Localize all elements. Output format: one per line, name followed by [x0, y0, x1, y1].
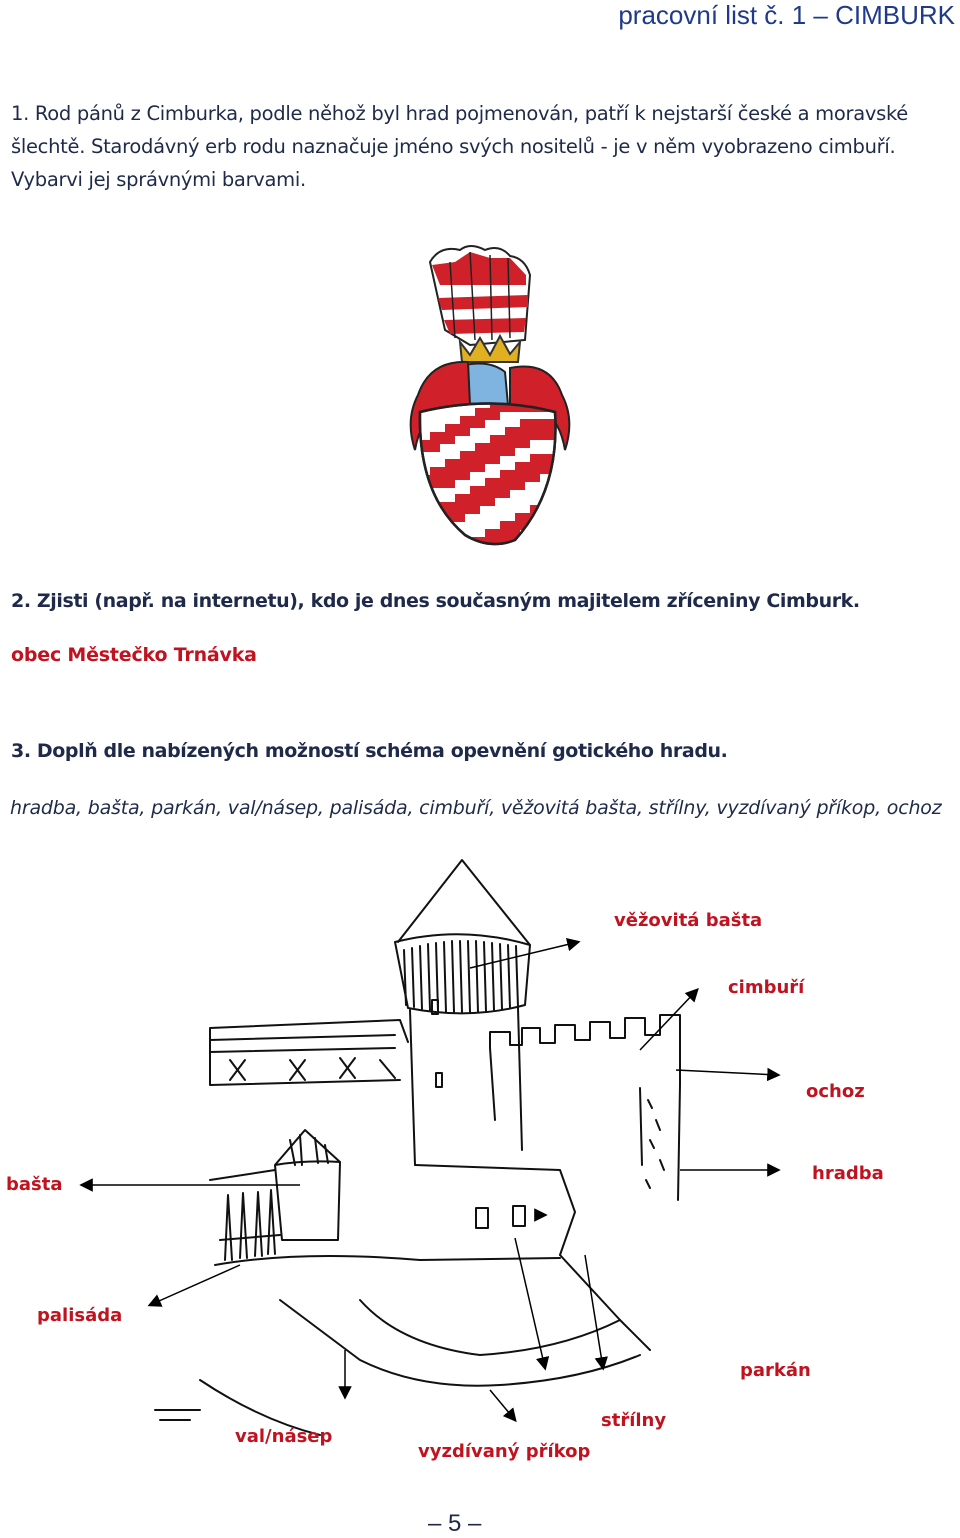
label-strilny: střílny — [601, 1410, 667, 1431]
label-cimburi: cimbuří — [728, 977, 805, 998]
label-val-nasep: val/násep — [235, 1426, 333, 1447]
arrow-ochoz — [676, 1070, 778, 1075]
page-number: – 5 – — [428, 1510, 482, 1537]
arrow-palisada — [150, 1265, 240, 1305]
loophole — [476, 1208, 488, 1228]
arrow-parkan — [585, 1255, 603, 1368]
moat-inner — [360, 1300, 620, 1355]
label-vyzdivany-prikop: vyzdívaný příkop — [418, 1441, 591, 1462]
page-title: pracovní list č. 1 – CIMBURK — [618, 0, 955, 30]
outbuilding — [210, 1020, 408, 1085]
tower-roof — [398, 860, 530, 945]
label-hradba: hradba — [812, 1163, 884, 1184]
arrow-vyzdivany-prikop — [490, 1390, 515, 1420]
arrow-cimburi — [640, 990, 697, 1050]
task-1-text: 1. Rod pánů z Cimburka, podle něhož byl hrad pojmenován, patří k nejstarší české a moravské šlechtě. Starodávný erb rodu naznačuje jméno svých nositelů - je v něm vyobrazeno cimbuří. Vybarvi jej správnými barvami. — [11, 102, 908, 191]
tower-gallery-slats — [404, 941, 518, 1012]
label-parkan: parkán — [740, 1360, 811, 1381]
label-vezovita-basta: věžovitá bašta — [614, 910, 763, 931]
outer-wall — [215, 1256, 560, 1265]
task-2-answer: obec Městečko Trnávka — [11, 644, 257, 666]
tower-window — [436, 1073, 442, 1087]
task-3-options: hradba, bašta, parkán, val/násep, palisáda, cimbuří, věžovitá bašta, střílny, vyzdívaný příkop, ochoz — [10, 797, 942, 819]
arrow-vezovita-basta — [470, 942, 578, 968]
parapet-left — [210, 1170, 275, 1180]
label-ochoz: ochoz — [806, 1081, 865, 1102]
label-basta: bašta — [6, 1174, 63, 1195]
task-2-question: 2. Zjisti (např. na internetu), kdo je dnes současným majitelem zříceniny Cimburk. — [11, 590, 860, 612]
rampart — [280, 1300, 640, 1386]
label-palisada: palisáda — [37, 1305, 123, 1326]
palisade — [220, 1190, 280, 1260]
wall-stones — [646, 1100, 664, 1188]
loophole — [513, 1206, 525, 1226]
task-3-question: 3. Doplň dle nabízených možností schéma opevnění gotického hradu. — [11, 740, 728, 762]
